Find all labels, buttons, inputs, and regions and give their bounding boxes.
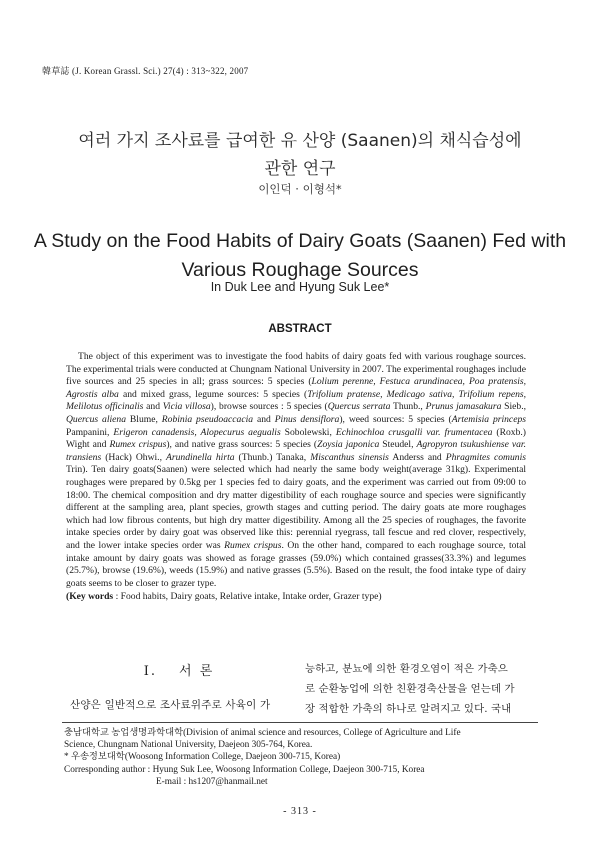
species-name: Pinus densiflora	[274, 413, 340, 425]
species-name: Trifolium pratense, Medicago sativa, Trifolium repens, Melilotus officinalis	[66, 388, 527, 413]
species-name: Echinochloa crusgalli var. frumentacea	[335, 426, 493, 438]
keywords-label: (Key words	[66, 591, 114, 603]
abstract-body	[66, 351, 526, 604]
abstract-heading: ABSTRACT	[268, 323, 332, 335]
abstract-text: and	[143, 401, 163, 413]
abstract-text: (Roxb.) Wight and	[66, 426, 526, 451]
intro-text-right: 장 적합한 가축의 하나로 알려지고 있다. 국내	[305, 703, 512, 715]
species-name: Agropyron tsukushiense var. transiens	[66, 439, 526, 463]
introduction-left-column	[64, 660, 294, 712]
korean-title-line: 여러 가지 조사료를 급여한 유 산양 (Saanen)의 채식습성에	[78, 131, 522, 151]
abstract-text: (Hack) Ohwi.,	[101, 451, 167, 463]
section-title: 서 론	[179, 664, 215, 679]
footnotes	[64, 727, 542, 788]
korean-title	[0, 127, 600, 183]
abstract-text: (Thunb.) Tanaka,	[234, 451, 311, 463]
species-name: Prunus jamasakura	[425, 401, 502, 413]
korean-authors: 이인덕 · 이형석*	[258, 182, 342, 196]
section-number: Ⅰ.	[143, 664, 158, 679]
abstract-text: Sieb.,	[501, 401, 527, 413]
abstract-text: ), and native grass sources: 5 species (	[166, 439, 318, 451]
species-name: Lolium perenne, Festuca arundinacea, Poa pratensis, Agrostis alba	[66, 376, 526, 400]
species-name: Rumex crispus	[109, 439, 167, 451]
keywords-text: : Food habits, Dairy goats, Relative intake, Intake order, Grazer type)	[113, 591, 382, 603]
species-name: Miscanthus sinensis	[310, 451, 389, 463]
english-title-line: Various Roughage Sources	[181, 259, 419, 281]
species-name: Robinia pseudoaccacia	[161, 413, 254, 425]
abstract-text: Thunb.,	[390, 401, 426, 413]
english-title	[0, 227, 600, 285]
english-authors: In Duk Lee and Hyung Suk Lee*	[210, 280, 390, 294]
species-name: Zoysia japonica	[317, 439, 380, 451]
species-name: Phragmites comunis	[445, 451, 526, 463]
abstract-text: Trin). Ten dairy goats(Saanen) were selected which had nearly the same body weight(average 31kg). Experimental roughages were prepared by 0.5kg per 1 species fed to dairy goats, and the experiment was carried out from 09:00 to 18:00. The chemical composition and dry matter digestibility of each roughage source and species were significantly different at the sampling area, plant species, growth stages and cutting period. The dairy goats ate more roughages which had low fibrous contents, but high dry matter digestibility. Among all the 25 species of roughages, the favorite intake species order by dairy goat was observed like this: perennial ryegrass, tall fescue and red clover, respectively, and the lower intake species order was	[66, 464, 526, 551]
footnote-affiliation: 충남대학교 농업생명과학대학(Division of animal science and resources, College of Agriculture and Life	[64, 728, 461, 738]
abstract-text: The object of this experiment was to investigate the food habits of dairy goats fed with various roughage sources. The experimental trials were conducted at Chungnam National University in 2007. The experimental roughages include five sources and 25 species in all; grass sources: 5 species (	[66, 351, 526, 388]
species-name: Vicia villosa	[162, 401, 211, 413]
abstract-text: . On the other hand, compared to each roughage source, total intake amount by dairy goats was showed as forage grasses (59.0%) which contained grasses(33.3%) and legumes (25.7%), browse (19.6%), weeds (15.9%) and native grasses (5.5%). Based on the result, the food intake type of dairy goats seems to be closer to grazer type.	[66, 539, 526, 589]
footnote-affiliation-2: * 우송정보대학(Woosong Information College, Daejeon 300-715, Korea)	[64, 752, 341, 763]
species-name: Quercus serrata	[327, 401, 391, 413]
english-title-line: A Study on the Food Habits of Dairy Goats (Saanen) Fed with	[33, 230, 567, 252]
abstract-text: ), weed sources: 5 species (	[339, 413, 452, 425]
footnote-affiliation: Science, Chungnam National University, Daejeon 305-764, Korea.	[64, 740, 313, 751]
journal-header: 韓草誌 (J. Korean Grassl. Sci.) 27(4) : 313~322, 2007	[42, 66, 249, 76]
intro-text-left: 산양은 일반적으로 조사료위주로 사육이 가	[70, 699, 271, 711]
abstract-text: and mixed grass, legume sources: 5 species (	[118, 388, 308, 400]
species-name: Quercus aliena	[66, 413, 127, 425]
abstract-text: Steudel,	[379, 439, 417, 451]
abstract-text: and	[253, 413, 275, 425]
footnote-email: E-mail : hs1207@hanmail.net	[156, 776, 268, 787]
abstract-text: ), browse sources : 5 species (	[210, 401, 328, 413]
abstract-text: Pampanini,	[66, 426, 114, 438]
intro-text-right: 능하고, 분뇨에 의한 환경오염이 적은 가축으	[305, 663, 508, 675]
species-name: Artemisia princeps	[451, 413, 526, 425]
species-name: Arundinella hirta	[166, 451, 235, 463]
introduction-right-column	[305, 659, 539, 719]
korean-title-line: 관한 연구	[264, 159, 336, 179]
intro-text-right: 로 순환농업에 의한 친환경축산물을 얻는데 가	[305, 683, 515, 695]
abstract-text: Blume,	[126, 413, 162, 425]
abstract-text: Sobolewski,	[280, 426, 336, 438]
abstract-paragraph	[66, 351, 526, 590]
section-heading	[64, 660, 294, 679]
footnote-corresponding: Corresponding author : Hyung Suk Lee, Woosong Information College, Daejeon 300-715, Korea	[64, 764, 425, 775]
keywords	[66, 591, 526, 604]
abstract-text: Anderss and	[388, 451, 446, 463]
species-name: Rumex crispus	[224, 539, 282, 551]
footnote-divider	[62, 722, 538, 723]
page-number: - 313 -	[283, 806, 317, 817]
species-name: Erigeron canadensis, Alopecurus aegualis	[113, 426, 281, 438]
